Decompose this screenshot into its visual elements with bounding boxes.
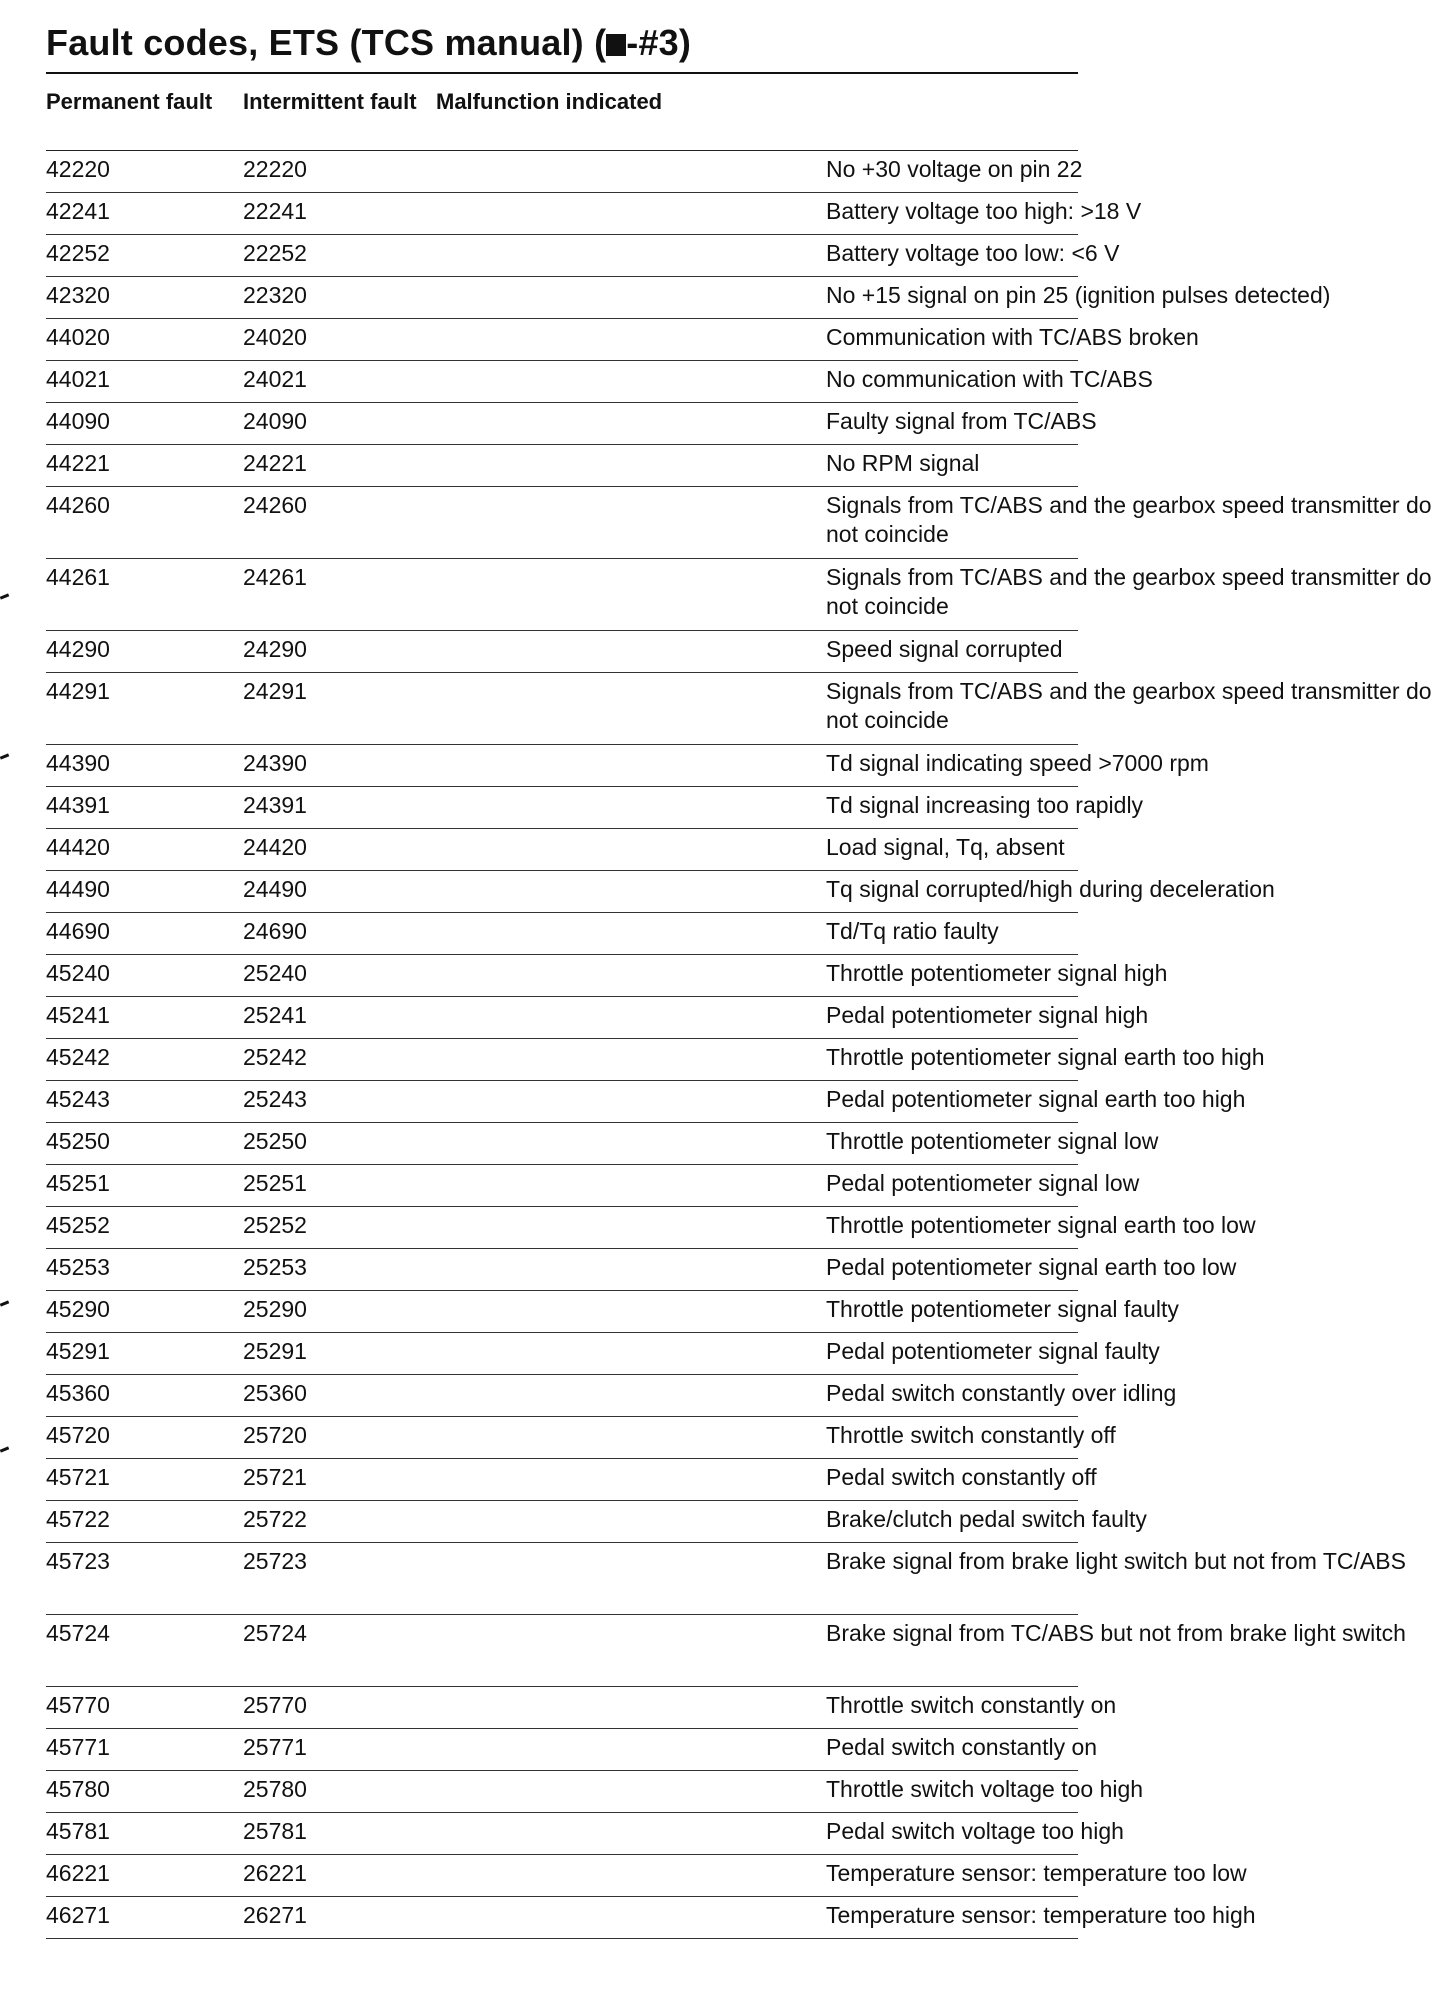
table-row <box>46 787 1144 829</box>
intermittent-fault-code: 24090 <box>243 408 307 434</box>
intermittent-fault-code: 24490 <box>243 876 307 902</box>
malfunction-description: No communication with TC/ABS <box>826 366 1153 392</box>
intermittent-fault-code: 22241 <box>243 198 307 224</box>
permanent-fault-code: 45243 <box>46 1086 110 1112</box>
intermittent-fault-code: 24261 <box>243 564 307 590</box>
malfunction-description: Throttle potentiometer signal earth too high <box>826 1044 1265 1070</box>
permanent-fault-code: 44391 <box>46 792 110 818</box>
permanent-fault-code: 44260 <box>46 492 110 518</box>
intermittent-fault-code: 25724 <box>243 1620 307 1646</box>
permanent-fault-code: 45253 <box>46 1254 110 1280</box>
table-row <box>46 1897 1256 1939</box>
malfunction-description: Td signal indicating speed >7000 rpm <box>826 750 1209 776</box>
malfunction-description: Pedal switch constantly on <box>826 1734 1098 1760</box>
permanent-fault-code: 42320 <box>46 282 110 308</box>
permanent-fault-code: 44390 <box>46 750 110 776</box>
malfunction-description: Communication with TC/ABS broken <box>826 324 1199 350</box>
permanent-fault-code: 44261 <box>46 564 110 590</box>
table-row <box>46 445 1078 487</box>
table-row <box>46 361 1153 403</box>
intermittent-fault-code: 25781 <box>243 1818 307 1844</box>
intermittent-fault-code: 25360 <box>243 1380 307 1406</box>
permanent-fault-code: 44090 <box>46 408 110 434</box>
intermittent-fault-code: 24021 <box>243 366 307 392</box>
permanent-fault-code: 44221 <box>46 450 110 476</box>
intermittent-fault-code: 26221 <box>243 1860 307 1886</box>
table-row <box>46 1375 1177 1417</box>
table-row <box>46 1687 1117 1729</box>
permanent-fault-code: 44420 <box>46 834 110 860</box>
intermittent-fault-code: 24020 <box>243 324 307 350</box>
permanent-fault-code: 44021 <box>46 366 110 392</box>
table-row <box>46 151 1083 193</box>
permanent-fault-code: 45770 <box>46 1692 110 1718</box>
permanent-fault-code: 45252 <box>46 1212 110 1238</box>
malfunction-description: No +30 voltage on pin 22 <box>826 156 1083 182</box>
intermittent-fault-code: 25771 <box>243 1734 307 1760</box>
intermittent-fault-code: 25252 <box>243 1212 307 1238</box>
table-row <box>46 559 1432 631</box>
intermittent-fault-code: 24290 <box>243 636 307 662</box>
malfunction-description: Throttle switch voltage too high <box>826 1776 1144 1802</box>
intermittent-fault-code: 25723 <box>243 1548 307 1574</box>
malfunction-description: Pedal potentiometer signal earth too low <box>826 1254 1237 1280</box>
malfunction-description: Faulty signal from TC/ABS <box>826 408 1097 434</box>
table-row <box>46 673 1432 745</box>
malfunction-description: Battery voltage too high: >18 V <box>826 198 1142 224</box>
table-row <box>46 1813 1124 1855</box>
title-prefix: Fault codes, ETS (TCS manual) ( <box>46 22 607 63</box>
table-row <box>46 829 1078 871</box>
intermittent-fault-code: 22220 <box>243 156 307 182</box>
table-row <box>46 1291 1179 1333</box>
permanent-fault-code: 45250 <box>46 1128 110 1154</box>
malfunction-description: Temperature sensor: temperature too high <box>826 1902 1256 1928</box>
permanent-fault-code: 45240 <box>46 960 110 986</box>
permanent-fault-code: 44690 <box>46 918 110 944</box>
table-row <box>46 1333 1160 1375</box>
permanent-fault-code: 46271 <box>46 1902 110 1928</box>
malfunction-description: Pedal switch constantly off <box>826 1464 1097 1490</box>
table-row <box>46 913 1078 955</box>
malfunction-description: Signals from TC/ABS and the gearbox speed transmitter do not coincide <box>826 678 1432 733</box>
intermittent-fault-code: 25720 <box>243 1422 307 1448</box>
table-row <box>46 319 1199 361</box>
margin-mark <box>0 753 9 759</box>
permanent-fault-code: 45780 <box>46 1776 110 1802</box>
permanent-fault-code: 44020 <box>46 324 110 350</box>
malfunction-description: Pedal potentiometer signal faulty <box>826 1338 1160 1364</box>
table-row <box>46 1771 1144 1813</box>
table-row <box>46 1543 1406 1615</box>
intermittent-fault-code: 24390 <box>243 750 307 776</box>
table-row <box>46 1729 1098 1771</box>
table-row <box>46 193 1142 235</box>
permanent-fault-code: 46221 <box>46 1860 110 1886</box>
table-row <box>46 997 1149 1039</box>
malfunction-description: Pedal potentiometer signal earth too high <box>826 1086 1246 1112</box>
permanent-fault-code: 45360 <box>46 1380 110 1406</box>
malfunction-description: Brake signal from brake light switch but not from TC/ABS <box>826 1548 1406 1574</box>
malfunction-description: Throttle switch constantly off <box>826 1422 1116 1448</box>
intermittent-fault-code: 25241 <box>243 1002 307 1028</box>
intermittent-fault-code: 25253 <box>243 1254 307 1280</box>
malfunction-description: Pedal potentiometer signal low <box>826 1170 1140 1196</box>
malfunction-description: Throttle potentiometer signal faulty <box>826 1296 1179 1322</box>
margin-mark <box>0 593 9 599</box>
permanent-fault-code: 45781 <box>46 1818 110 1844</box>
malfunction-description: Temperature sensor: temperature too low <box>826 1860 1247 1886</box>
title-divider <box>46 72 1078 74</box>
malfunction-description: Speed signal corrupted <box>826 636 1063 662</box>
table-row <box>46 1459 1097 1501</box>
table-row <box>46 1081 1246 1123</box>
table-row <box>46 1207 1256 1249</box>
malfunction-description: Pedal potentiometer signal high <box>826 1002 1149 1028</box>
table-row <box>46 277 1331 319</box>
table-row <box>46 1165 1140 1207</box>
intermittent-fault-code: 25290 <box>243 1296 307 1322</box>
fault-code-table <box>46 84 1432 1939</box>
permanent-fault-code: 45771 <box>46 1734 110 1760</box>
intermittent-fault-code: 25251 <box>243 1170 307 1196</box>
table-row <box>46 1123 1159 1165</box>
malfunction-description: No RPM signal <box>826 450 980 476</box>
permanent-fault-code: 45291 <box>46 1338 110 1364</box>
black-square-icon <box>606 34 626 56</box>
malfunction-description: Throttle potentiometer signal high <box>826 960 1168 986</box>
header-intermittent-fault: Intermittent fault <box>243 89 417 114</box>
intermittent-fault-code: 25721 <box>243 1464 307 1490</box>
malfunction-description: Brake signal from TC/ABS but not from brake light switch <box>826 1620 1406 1646</box>
intermittent-fault-code: 25240 <box>243 960 307 986</box>
table-header <box>46 84 1078 151</box>
malfunction-description: Pedal switch constantly over idling <box>826 1380 1177 1406</box>
malfunction-description: No +15 signal on pin 25 (ignition pulses detected) <box>826 282 1331 308</box>
malfunction-description: Pedal switch voltage too high <box>826 1818 1124 1844</box>
table-row <box>46 1615 1406 1687</box>
intermittent-fault-code: 24690 <box>243 918 307 944</box>
malfunction-description: Tq signal corrupted/high during deceleration <box>826 876 1275 902</box>
header-permanent-fault: Permanent fault <box>46 89 213 114</box>
title-suffix: -#3) <box>626 22 692 63</box>
intermittent-fault-code: 26271 <box>243 1902 307 1928</box>
table-row <box>46 1249 1237 1291</box>
malfunction-description: Brake/clutch pedal switch faulty <box>826 1506 1147 1532</box>
table-row <box>46 1039 1265 1081</box>
table-row <box>46 1417 1116 1459</box>
margin-mark <box>0 1300 9 1306</box>
page-title <box>46 22 691 64</box>
permanent-fault-code: 42252 <box>46 240 110 266</box>
permanent-fault-code: 45290 <box>46 1296 110 1322</box>
permanent-fault-code: 44290 <box>46 636 110 662</box>
permanent-fault-code: 45242 <box>46 1044 110 1070</box>
permanent-fault-code: 44291 <box>46 678 110 704</box>
permanent-fault-code: 45720 <box>46 1422 110 1448</box>
table-body <box>46 151 1432 1939</box>
permanent-fault-code: 42220 <box>46 156 110 182</box>
intermittent-fault-code: 25770 <box>243 1692 307 1718</box>
intermittent-fault-code: 24260 <box>243 492 307 518</box>
intermittent-fault-code: 24391 <box>243 792 307 818</box>
permanent-fault-code: 45251 <box>46 1170 110 1196</box>
malfunction-description: Signals from TC/ABS and the gearbox speed transmitter do not coincide <box>826 564 1432 619</box>
permanent-fault-code: 42241 <box>46 198 110 224</box>
permanent-fault-code: 45723 <box>46 1548 110 1574</box>
intermittent-fault-code: 24291 <box>243 678 307 704</box>
table-row <box>46 745 1209 787</box>
permanent-fault-code: 45721 <box>46 1464 110 1490</box>
intermittent-fault-code: 25250 <box>243 1128 307 1154</box>
intermittent-fault-code: 25291 <box>243 1338 307 1364</box>
table-row <box>46 403 1097 445</box>
intermittent-fault-code: 25242 <box>243 1044 307 1070</box>
permanent-fault-code: 45722 <box>46 1506 110 1532</box>
intermittent-fault-code: 22252 <box>243 240 307 266</box>
intermittent-fault-code: 24221 <box>243 450 307 476</box>
table-row <box>46 871 1275 913</box>
malfunction-description: Signals from TC/ABS and the gearbox speed transmitter do not coincide <box>826 492 1432 547</box>
permanent-fault-code: 45724 <box>46 1620 110 1646</box>
intermittent-fault-code: 25780 <box>243 1776 307 1802</box>
table-row <box>46 1501 1147 1543</box>
malfunction-description: Battery voltage too low: <6 V <box>826 240 1120 266</box>
intermittent-fault-code: 25243 <box>243 1086 307 1112</box>
intermittent-fault-code: 25722 <box>243 1506 307 1532</box>
table-row <box>46 1855 1247 1897</box>
header-malfunction-indicated: Malfunction indicated <box>436 89 663 114</box>
table-row <box>46 955 1168 997</box>
permanent-fault-code: 44490 <box>46 876 110 902</box>
intermittent-fault-code: 24420 <box>243 834 307 860</box>
table-row <box>46 235 1120 277</box>
malfunction-description: Load signal, Tq, absent <box>826 834 1065 860</box>
malfunction-description: Td signal increasing too rapidly <box>826 792 1144 818</box>
malfunction-description: Throttle potentiometer signal earth too low <box>826 1212 1256 1238</box>
intermittent-fault-code: 22320 <box>243 282 307 308</box>
malfunction-description: Td/Tq ratio faulty <box>826 918 999 944</box>
malfunction-description: Throttle switch constantly on <box>826 1692 1117 1718</box>
permanent-fault-code: 45241 <box>46 1002 110 1028</box>
table-row <box>46 487 1432 559</box>
margin-mark <box>0 1446 9 1452</box>
table-row <box>46 631 1078 673</box>
malfunction-description: Throttle potentiometer signal low <box>826 1128 1159 1154</box>
